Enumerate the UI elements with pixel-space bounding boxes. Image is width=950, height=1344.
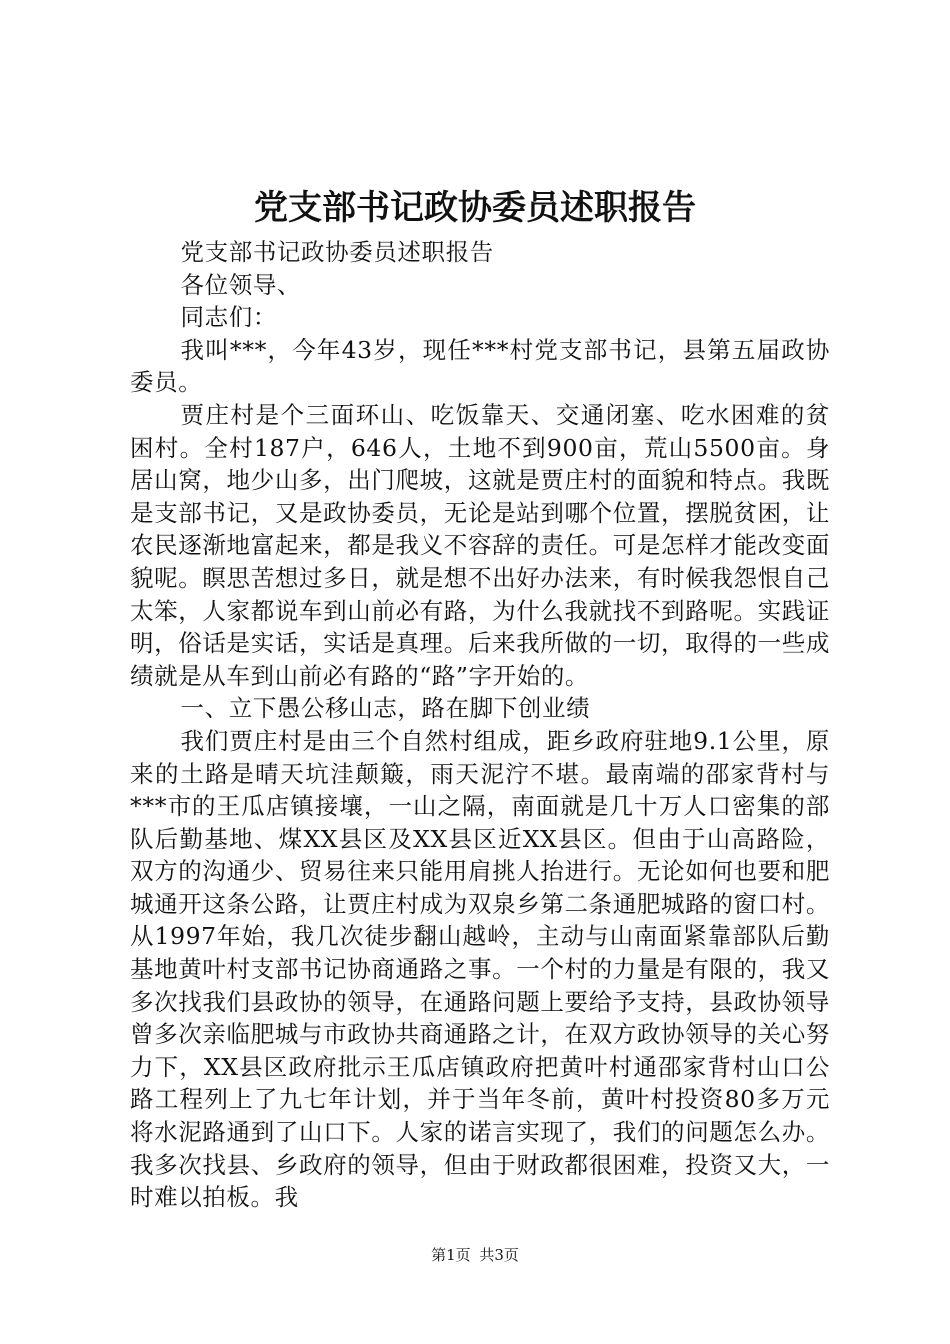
page-total: 共3页: [479, 1246, 519, 1264]
page-number: 第1页: [431, 1246, 471, 1264]
section-heading-1: 一、立下愚公移山志，路在脚下创业绩: [180, 694, 591, 723]
paragraph-introduction: 我叫***，今年43岁，现任***村党支部书记，县第五届政协委员。: [130, 335, 830, 397]
paragraph-salutation-2: 同志们：: [180, 303, 277, 332]
document-title: 党支部书记政协委员述职报告: [254, 188, 696, 228]
paragraph-salutation-1: 各位领导、: [180, 270, 302, 299]
document-body: [130, 236, 830, 1214]
page-footer: [0, 1244, 950, 1266]
paragraph-road-building: 我们贾庄村是由三个自然村组成，距乡政府驻地9.1公里，原来的土路是晴天坑洼颠簸，雨天泥泞不堪。最南端的邵家背村与***市的王瓜店镇接壤，一山之隔，南面就是几十万人口密集的部队后勤基地、煤XX县区及XX县区近XX县区。但由于山高路险，双方的沟通少、贸易往来只能用肩挑人抬进行。无论如何也要和肥城通开这条公路，让贾庄村成为双泉乡第二条通肥城路的窗口村。从1997年始，我几次徒步翻山越岭，主动与山南面紧靠部队后勤基地黄叶村支部书记协商通路之事。一个村的力量是有限的，我又多次找我们县政协的领导，在通路问题上要给予支持，县政协领导曾多次亲临肥城与市政协共商通路之计，在双方政协领导的关心努力下，XX县区政府批示王瓜店镇政府把黄叶村通邵家背村山口公路工程列上了九七年计划，并于当年冬前，黄叶村投资80多万元将水泥路通到了山口下。人家的诺言实现了，我们的问题怎么办。我多次找县、乡政府的领导，但由于财政都很困难，投资又大，一时难以拍板。我: [130, 726, 830, 1212]
paragraph-village-overview: 贾庄村是个三面环山、吃饭靠天、交通闭塞、吃水困难的贫困村。全村187户，646人，土地不到900亩，荒山5500亩。身居山窝，地少山多，出门爬坡，这就是贾庄村的面貌和特点。我既是支部书记，又是政协委员，无论是站到哪个位置，摆脱贫困，让农民逐渐地富起来，都是我义不容辞的责任。可是怎样才能改变面貌呢。瞑思苦想过多日，就是想不出好办法来，有时候我怨恨自己太笨，人家都说车到山前必有路，为什么我就找不到路呢。实践证明，俗话是实话，实话是真理。后来我所做的一切，取得的一些成绩就是从车到山前必有路的“路”字开始的。: [130, 400, 830, 690]
paragraph-subtitle: 党支部书记政协委员述职报告: [180, 238, 494, 266]
